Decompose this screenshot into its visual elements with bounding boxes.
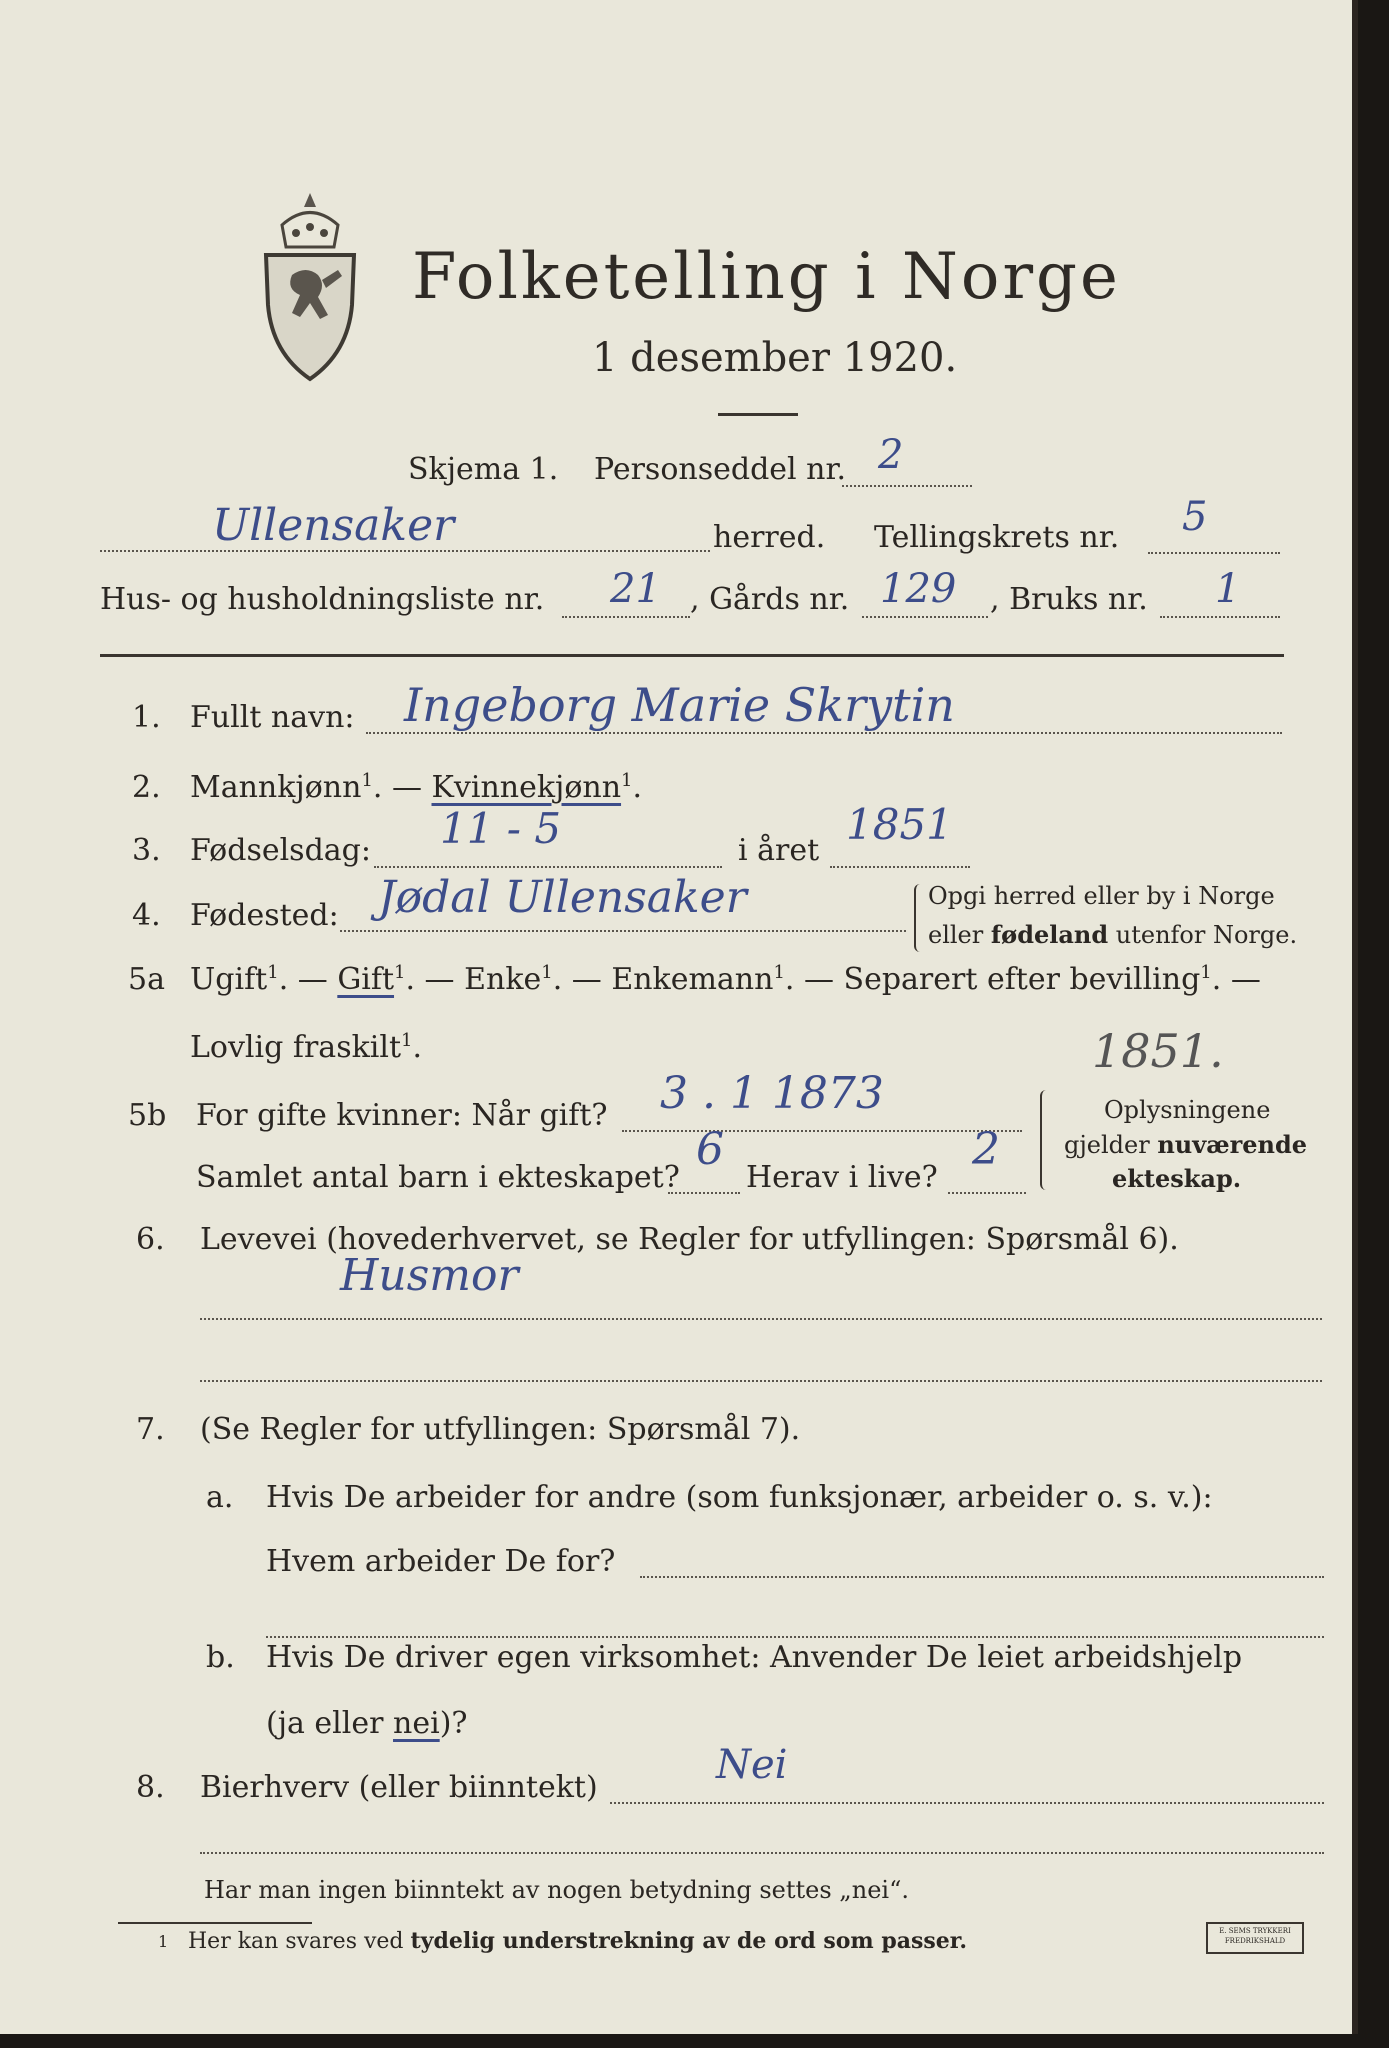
q7a-field-2: [266, 1636, 1324, 1638]
q5a-text: Ugift$^1$. — Gift$^1$. — Enke$^1$. — Enkemann$^1$. — Separert efter bevilling$^1$. —: [190, 962, 1261, 997]
q5b-barn-field: [668, 1192, 740, 1194]
pencil-annotation: 1851.: [1092, 1024, 1224, 1078]
q7b-label: Hvis De driver egen virksomhet: Anvender De leiet arbeidshjelp: [266, 1640, 1243, 1675]
q4-note-line2: eller fødeland utenfor Norge.: [928, 920, 1298, 949]
q4-label: Fødested:: [190, 898, 339, 933]
herred-label: herred.: [713, 520, 826, 555]
bruks-value: 1: [1215, 566, 1241, 612]
herred-value: Ullensaker: [212, 500, 455, 551]
q5b-value: 3 . 1 1873: [660, 1068, 884, 1119]
gards-field: [862, 616, 988, 618]
q5b-live-label: Herav i live?: [746, 1160, 938, 1195]
tellingskrets-value: 5: [1182, 494, 1208, 540]
gards-value: 129: [880, 566, 957, 612]
q3-year-value: 1851: [846, 800, 953, 849]
q3-year-label: i året: [738, 833, 820, 868]
q8-value: Nei: [716, 1742, 788, 1788]
q5b-barn-value: 6: [696, 1124, 724, 1175]
schema-label: Skjema 1.: [408, 452, 559, 487]
q3-number: 3.: [132, 833, 161, 868]
q8-number: 8.: [136, 1770, 165, 1805]
form-title: Folketelling i Norge: [412, 240, 1121, 314]
q5b-note-line1: Oplysningene: [1104, 1096, 1271, 1124]
q3-label: Fødselsdag:: [190, 833, 371, 868]
q7a-label: Hvis De arbeider for andre (som funksjonær, arbeider o. s. v.):: [266, 1480, 1213, 1515]
q3-year-field: [830, 866, 970, 868]
q8-field-2: [200, 1852, 1324, 1854]
title-divider: [718, 413, 798, 416]
q5b-live-field: [948, 1192, 1026, 1194]
q8-label: Bierhverv (eller biinntekt): [200, 1770, 598, 1805]
q1-label: Fullt navn:: [190, 700, 355, 735]
q4-field: [340, 930, 906, 932]
q5b-label: For gifte kvinner: Når gift?: [196, 1098, 608, 1133]
q7-number: 7.: [136, 1412, 165, 1447]
q5a-number: 5a: [128, 962, 165, 997]
q1-field: [366, 732, 1282, 734]
stamp-line-2: FREDRIKSHALD: [1224, 1937, 1286, 1945]
header-divider: [100, 654, 1284, 657]
q6-number: 6.: [136, 1222, 165, 1257]
q6-field-2: [200, 1380, 1322, 1382]
q5b-live-value: 2: [972, 1124, 1000, 1175]
q5b-note-line2: gjelder nuværende: [1064, 1130, 1308, 1159]
q7b-number: b.: [206, 1640, 235, 1675]
q5b-field: [622, 1130, 1022, 1132]
q5b-barn-label: Samlet antal barn i ekteskapet?: [196, 1160, 680, 1195]
q1-number: 1.: [132, 700, 161, 735]
q3-value: 11 - 5: [440, 804, 562, 853]
biinntekt-note: Har man ingen biinntekt av nogen betydning settes „nei“.: [204, 1876, 909, 1904]
hus-label: Hus- og husholdningsliste nr.: [100, 582, 545, 617]
q5a-lovlig: Lovlig fraskilt$^1$.: [190, 1030, 423, 1065]
q6-field-1: [200, 1318, 1322, 1320]
coat-of-arms-icon: [252, 185, 368, 385]
personseddel-value: 2: [878, 432, 904, 478]
q1-value: Ingeborg Marie Skrytin: [404, 678, 955, 732]
hus-field: [562, 616, 690, 618]
q7a-field-1: [640, 1576, 1324, 1578]
personseddel-label: Personseddel nr.: [594, 452, 847, 487]
q7a-sub-label: Hvem arbeider De for?: [266, 1544, 616, 1579]
stamp-line-1: E. SEMS TRYKKERI: [1219, 1927, 1291, 1935]
printer-stamp: [1206, 1922, 1304, 1954]
q6-value: Husmor: [340, 1250, 519, 1301]
q5b-note-line3: ekteskap.: [1112, 1164, 1242, 1193]
q4-note-line1: Opgi herred eller by i Norge: [928, 882, 1275, 910]
q3-field: [374, 866, 722, 868]
gards-label: , Gårds nr.: [690, 582, 850, 617]
bruks-field: [1160, 616, 1280, 618]
q4-number: 4.: [132, 898, 161, 933]
q7a-number: a.: [206, 1480, 234, 1515]
census-date: 1 desember 1920.: [592, 335, 958, 381]
footnote-rule: [118, 1922, 312, 1924]
footnote-mark: 1: [158, 1932, 169, 1951]
tellingskrets-label: Tellingskrets nr.: [874, 520, 1120, 555]
footnote-text: Her kan svares ved tydelig understrekning av de ord som passer.: [188, 1928, 968, 1954]
q5b-number: 5b: [128, 1098, 167, 1133]
q4-brace: [914, 884, 924, 952]
q2-text: Mannkjønn$^1$. — Kvinnekjønn$^1$.: [190, 770, 643, 805]
hus-value: 21: [610, 566, 661, 612]
tellingskrets-field: [1148, 552, 1280, 554]
q7b-sub-label: (ja eller nei)?: [266, 1706, 468, 1741]
q2-number: 2.: [132, 770, 161, 805]
q7-label: (Se Regler for utfyllingen: Spørsmål 7).: [200, 1412, 801, 1447]
personseddel-field: [842, 485, 972, 487]
q8-field-1: [610, 1802, 1324, 1804]
q5b-brace: [1040, 1090, 1050, 1190]
bruks-label: , Bruks nr.: [990, 582, 1148, 617]
q4-value: Jødal Ullensaker: [378, 872, 747, 923]
q6-label: Levevei (hovederhvervet, se Regler for utfyllingen: Spørsmål 6).: [200, 1222, 1179, 1257]
